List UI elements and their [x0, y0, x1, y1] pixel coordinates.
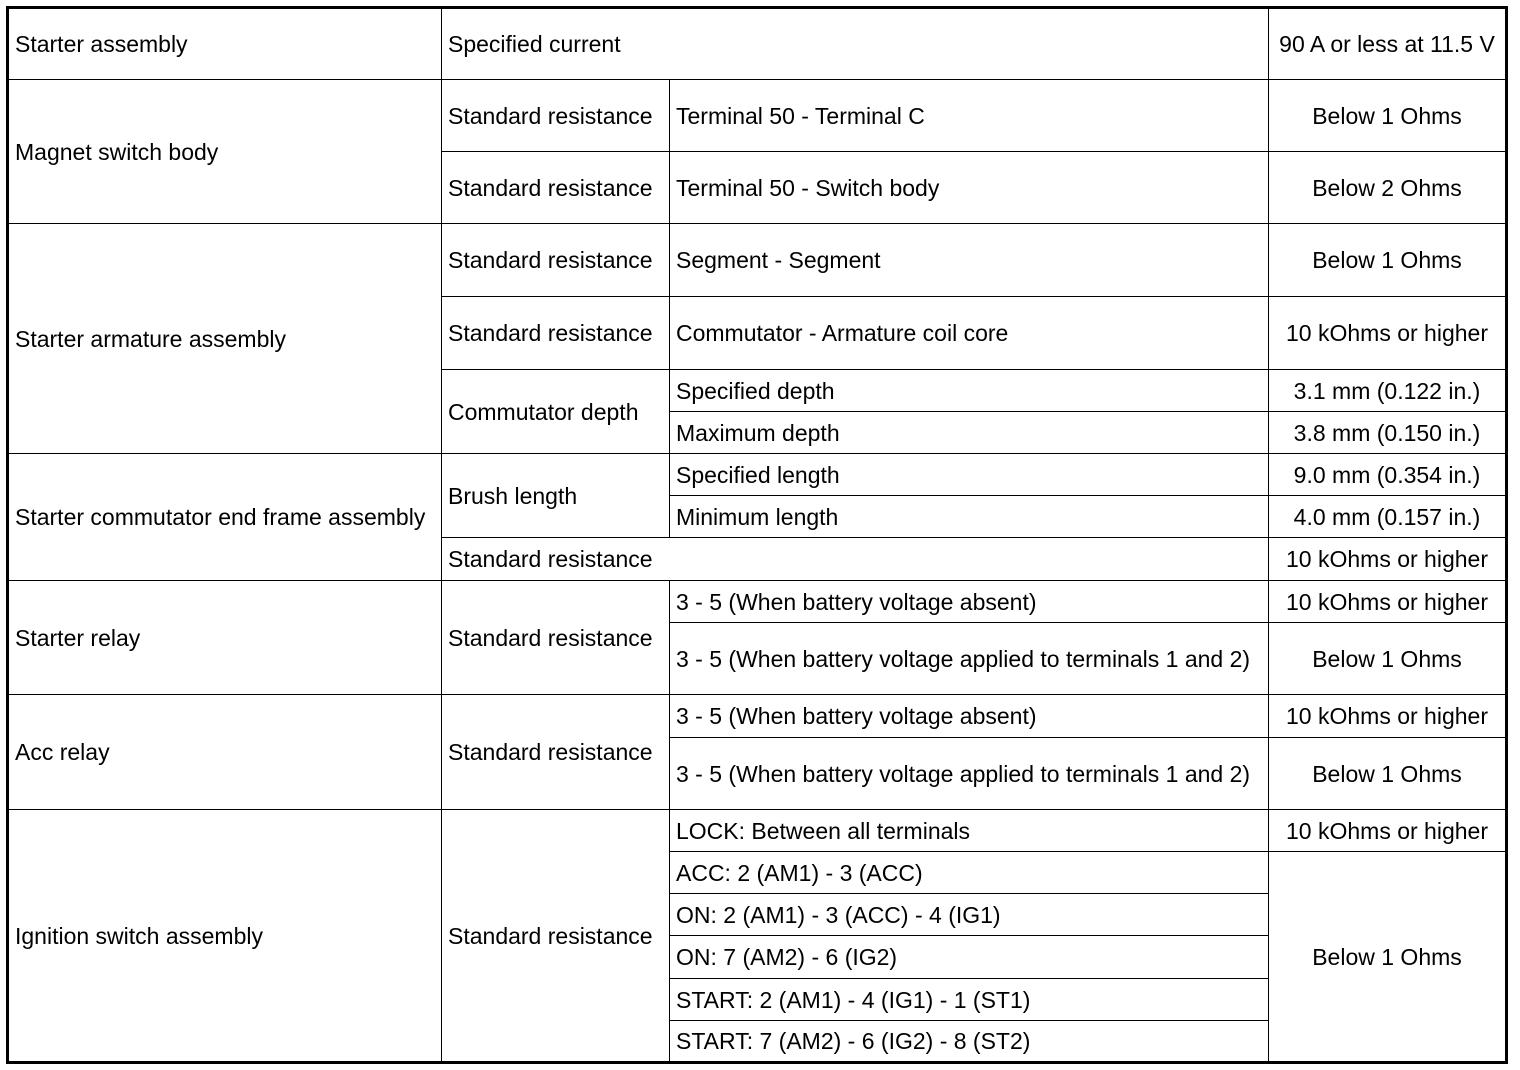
condition-cell: 3 - 5 (When battery voltage absent) — [670, 581, 1269, 623]
condition-cell: 3 - 5 (When battery voltage absent) — [670, 695, 1269, 738]
value-cell: Below 1 Ohms — [1269, 224, 1507, 297]
condition-cell: START: 7 (AM2) - 6 (IG2) - 8 (ST2) — [670, 1021, 1269, 1063]
component-cell: Ignition switch assembly — [8, 810, 442, 1063]
value-cell: 90 A or less at 11.5 V — [1269, 8, 1507, 80]
component-cell: Acc relay — [8, 695, 442, 810]
item-cell: Standard resistance — [442, 695, 670, 810]
condition-cell: ON: 7 (AM2) - 6 (IG2) — [670, 936, 1269, 979]
item-cell: Brush length — [442, 454, 670, 538]
condition-cell: ON: 2 (AM1) - 3 (ACC) - 4 (IG1) — [670, 894, 1269, 936]
table-row — [8, 224, 1507, 297]
value-cell: Below 1 Ohms — [1269, 80, 1507, 152]
table-row — [8, 695, 1507, 738]
item-cell: Standard resistance — [442, 297, 670, 370]
value-cell: 10 kOhms or higher — [1269, 695, 1507, 738]
item-cell: Standard resistance — [442, 538, 1269, 581]
condition-cell: ACC: 2 (AM1) - 3 (ACC) — [670, 852, 1269, 894]
table-row — [8, 454, 1507, 496]
item-cell: Standard resistance — [442, 810, 670, 1063]
condition-cell: Commutator - Armature coil core — [670, 297, 1269, 370]
item-cell: Specified current — [442, 8, 1269, 80]
condition-cell: Minimum length — [670, 496, 1269, 538]
table-row — [8, 8, 1507, 80]
condition-cell: Specified length — [670, 454, 1269, 496]
component-cell: Starter assembly — [8, 8, 442, 80]
value-cell: 10 kOhms or higher — [1269, 538, 1507, 581]
item-cell: Standard resistance — [442, 581, 670, 695]
value-cell: 9.0 mm (0.354 in.) — [1269, 454, 1507, 496]
condition-cell: 3 - 5 (When battery voltage applied to terminals 1 and 2) — [670, 738, 1269, 810]
item-cell: Commutator depth — [442, 370, 670, 454]
item-cell: Standard resistance — [442, 152, 670, 224]
condition-cell: Specified depth — [670, 370, 1269, 412]
condition-cell: LOCK: Between all terminals — [670, 810, 1269, 852]
component-cell: Magnet switch body — [8, 80, 442, 224]
condition-cell: Segment - Segment — [670, 224, 1269, 297]
value-cell: Below 2 Ohms — [1269, 152, 1507, 224]
value-cell: 10 kOhms or higher — [1269, 581, 1507, 623]
value-cell: 3.8 mm (0.150 in.) — [1269, 412, 1507, 454]
item-cell: Standard resistance — [442, 224, 670, 297]
value-cell: 4.0 mm (0.157 in.) — [1269, 496, 1507, 538]
component-cell: Starter commutator end frame assembly — [8, 454, 442, 581]
item-cell: Standard resistance — [442, 80, 670, 152]
component-cell: Starter armature assembly — [8, 224, 442, 454]
table-row — [8, 80, 1507, 152]
value-cell: 10 kOhms or higher — [1269, 297, 1507, 370]
value-cell: Below 1 Ohms — [1269, 738, 1507, 810]
table-row — [8, 581, 1507, 623]
condition-cell: START: 2 (AM1) - 4 (IG1) - 1 (ST1) — [670, 979, 1269, 1021]
condition-cell: 3 - 5 (When battery voltage applied to terminals 1 and 2) — [670, 623, 1269, 695]
condition-cell: Terminal 50 - Terminal C — [670, 80, 1269, 152]
table-row — [8, 810, 1507, 852]
value-cell: Below 1 Ohms — [1269, 623, 1507, 695]
value-cell: 10 kOhms or higher — [1269, 810, 1507, 852]
condition-cell: Maximum depth — [670, 412, 1269, 454]
value-cell: Below 1 Ohms — [1269, 852, 1507, 1063]
value-cell: 3.1 mm (0.122 in.) — [1269, 370, 1507, 412]
condition-cell: Terminal 50 - Switch body — [670, 152, 1269, 224]
specification-table — [6, 6, 1508, 1064]
component-cell: Starter relay — [8, 581, 442, 695]
